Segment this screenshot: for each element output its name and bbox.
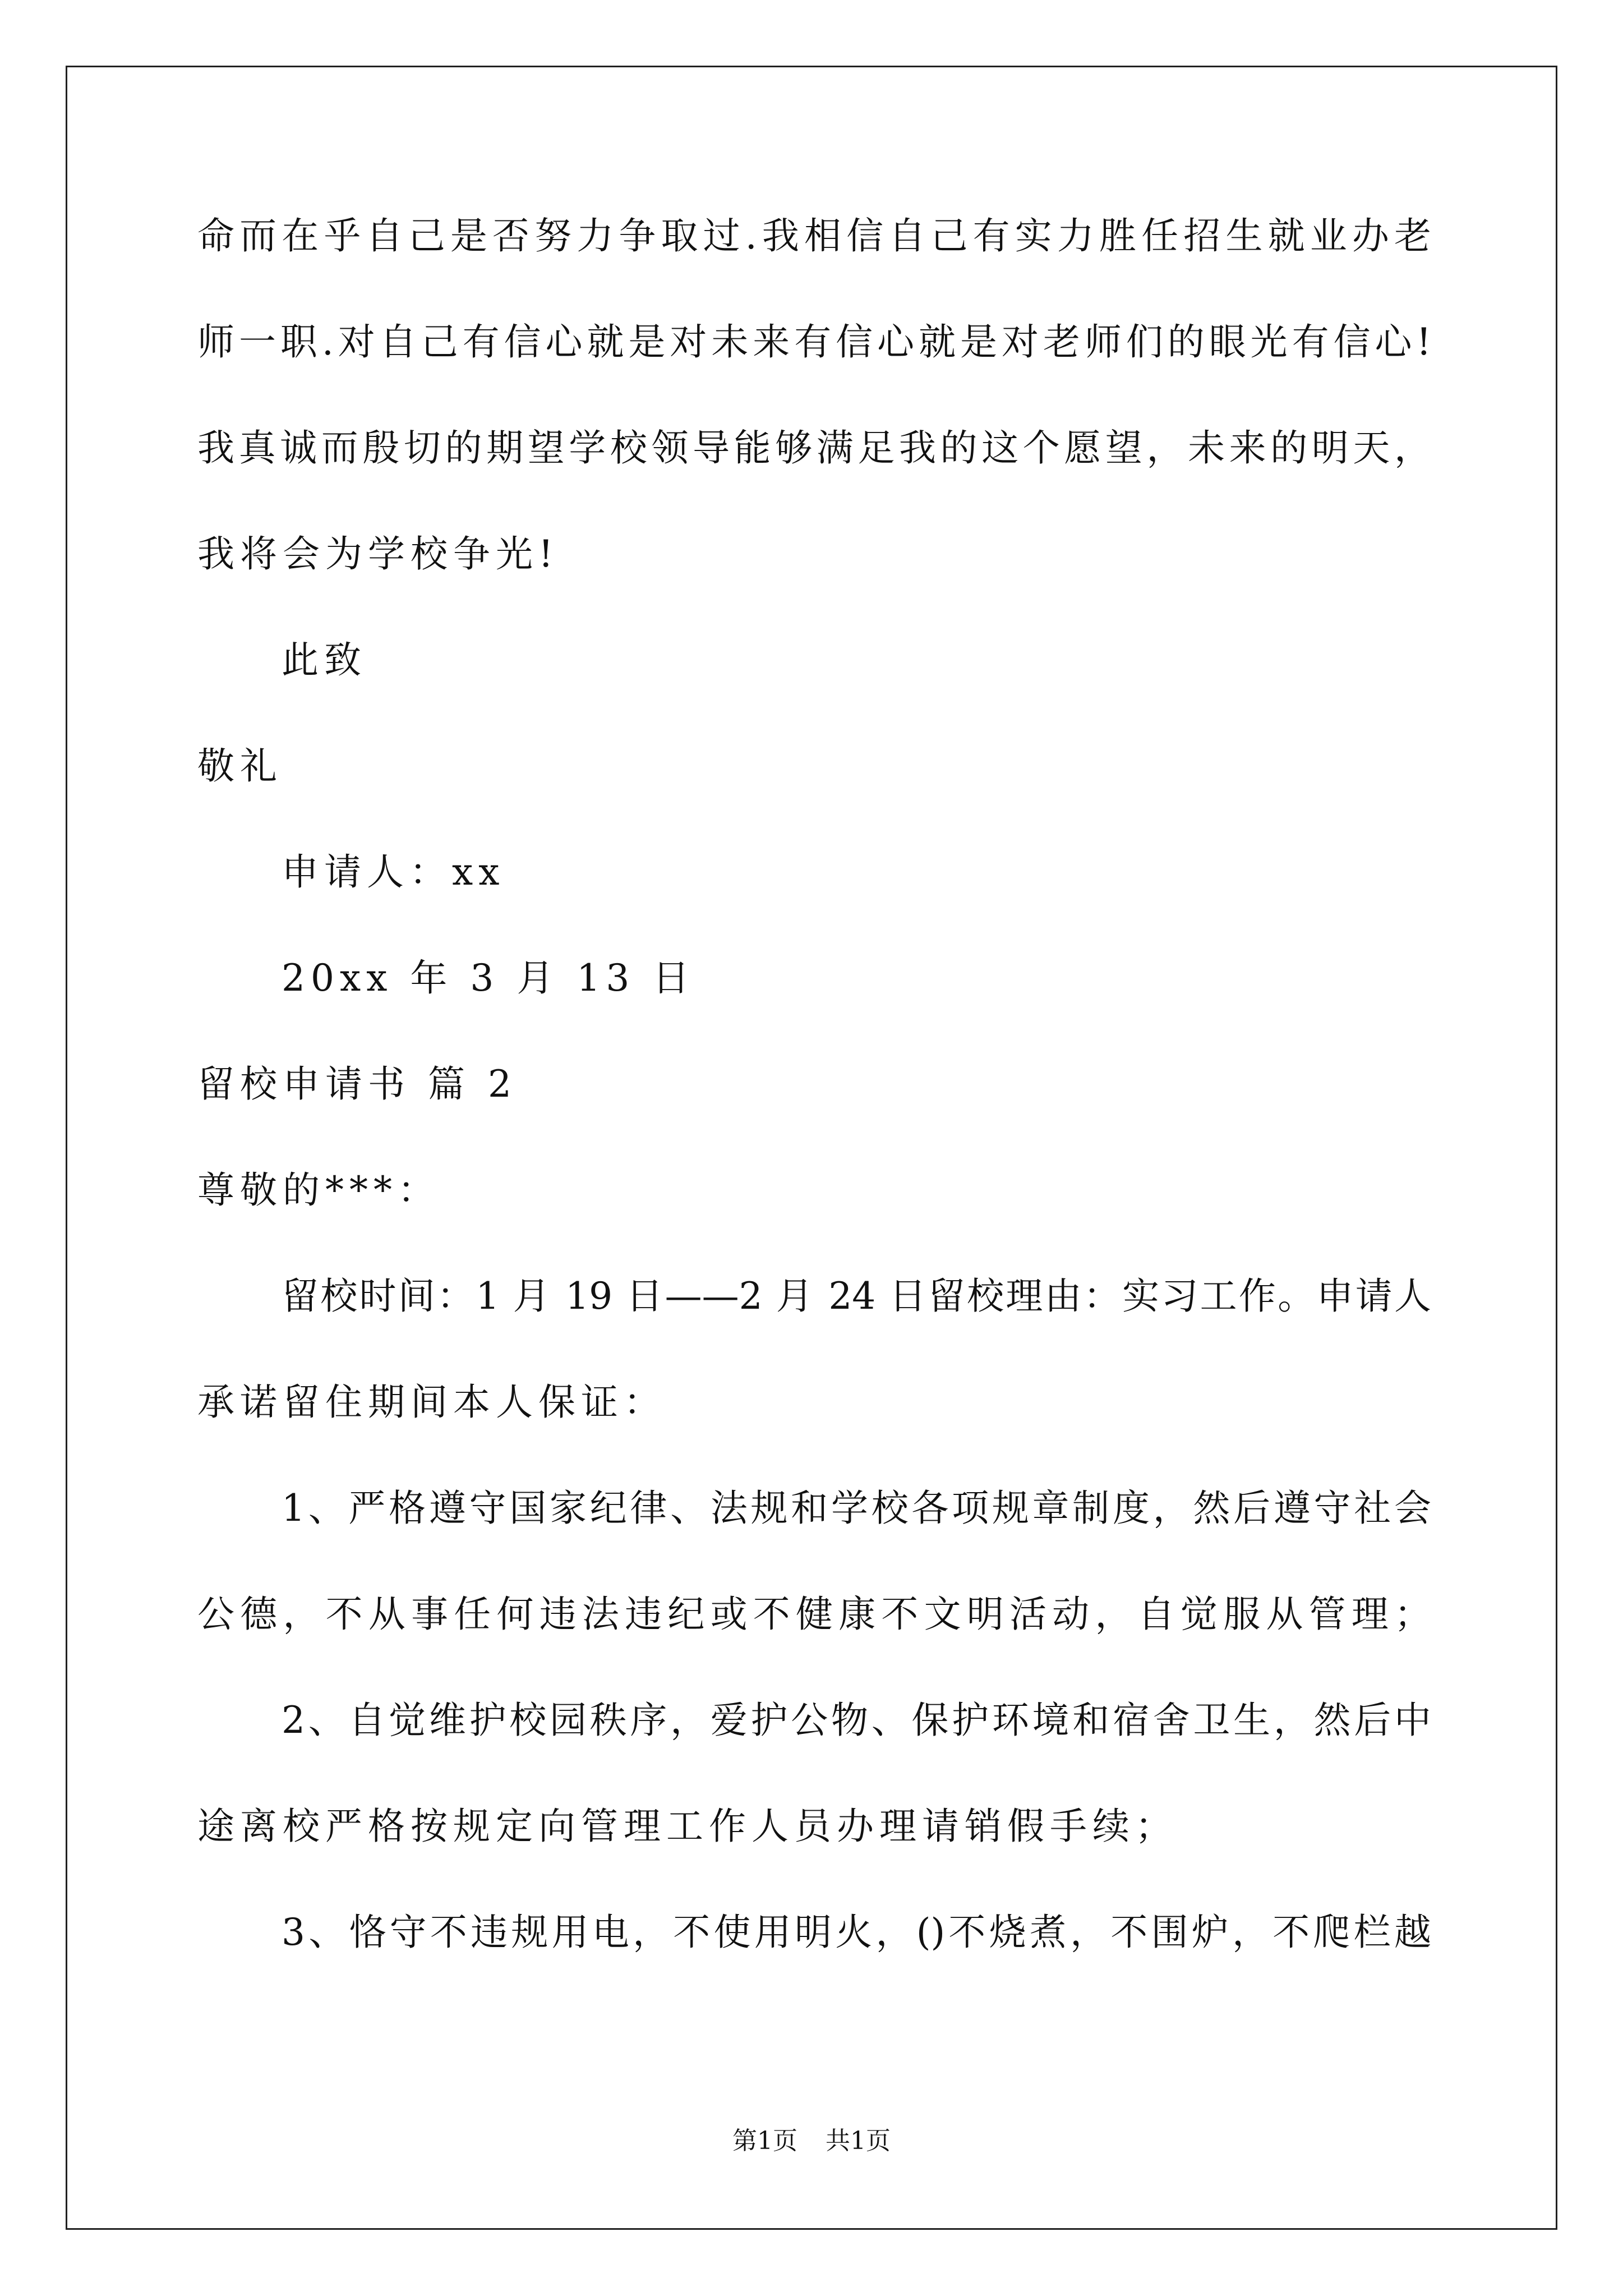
- closing-salutation: 此致: [282, 638, 367, 682]
- letter-greeting: 尊敬的***：: [197, 1168, 440, 1212]
- text-line-1: 命而在乎自己是否努力争取过.我相信自己有实力胜任招生就业办老: [197, 214, 1431, 257]
- applicant-signature: 申请人：xx: [282, 850, 505, 894]
- text-line-2: 师一职.对自己有信心就是对未来有信心就是对老师们的眼光有信心!: [197, 320, 1431, 364]
- page-total: 共1页: [826, 2127, 891, 2155]
- pledge-item-2: 2、自觉维护校园秩序，爱护公物、保护环境和宿舍卫生，然后中: [282, 1699, 1431, 1742]
- pledge-item-2-cont: 途离校严格按规定向管理工作人员办理请销假手续；: [197, 1805, 1178, 1848]
- text-line-11: 留校时间：1 月 19 日——2 月 24 日留校理由：实习工作。申请人: [282, 1274, 1431, 1318]
- closing-regards: 敬礼: [197, 744, 283, 788]
- pledge-item-1-cont: 公德，不从事任何违法违纪或不健康不文明活动，自觉服从管理；: [197, 1593, 1431, 1636]
- section-title: 留校申请书 篇 2: [197, 1062, 517, 1106]
- pledge-item-1: 1、严格遵守国家纪律、法规和学校各项规章制度，然后遵守社会: [282, 1487, 1431, 1530]
- signature-date: 20xx 年 3 月 13 日: [282, 956, 695, 1000]
- pledge-item-3: 3、恪守不违规用电，不使用明火，()不烧煮，不围炉，不爬栏越: [282, 1911, 1431, 1954]
- document-body: [197, 214, 1431, 2020]
- page-number: 第1页: [732, 2127, 797, 2155]
- text-line-12: 承诺留住期间本人保证：: [197, 1381, 666, 1424]
- text-line-3: 我真诚而殷切的期望学校领导能够满足我的这个愿望，未来的明天，: [197, 426, 1431, 470]
- text-line-4: 我将会为学校争光!: [197, 532, 559, 576]
- page-footer: [0, 2129, 1623, 2154]
